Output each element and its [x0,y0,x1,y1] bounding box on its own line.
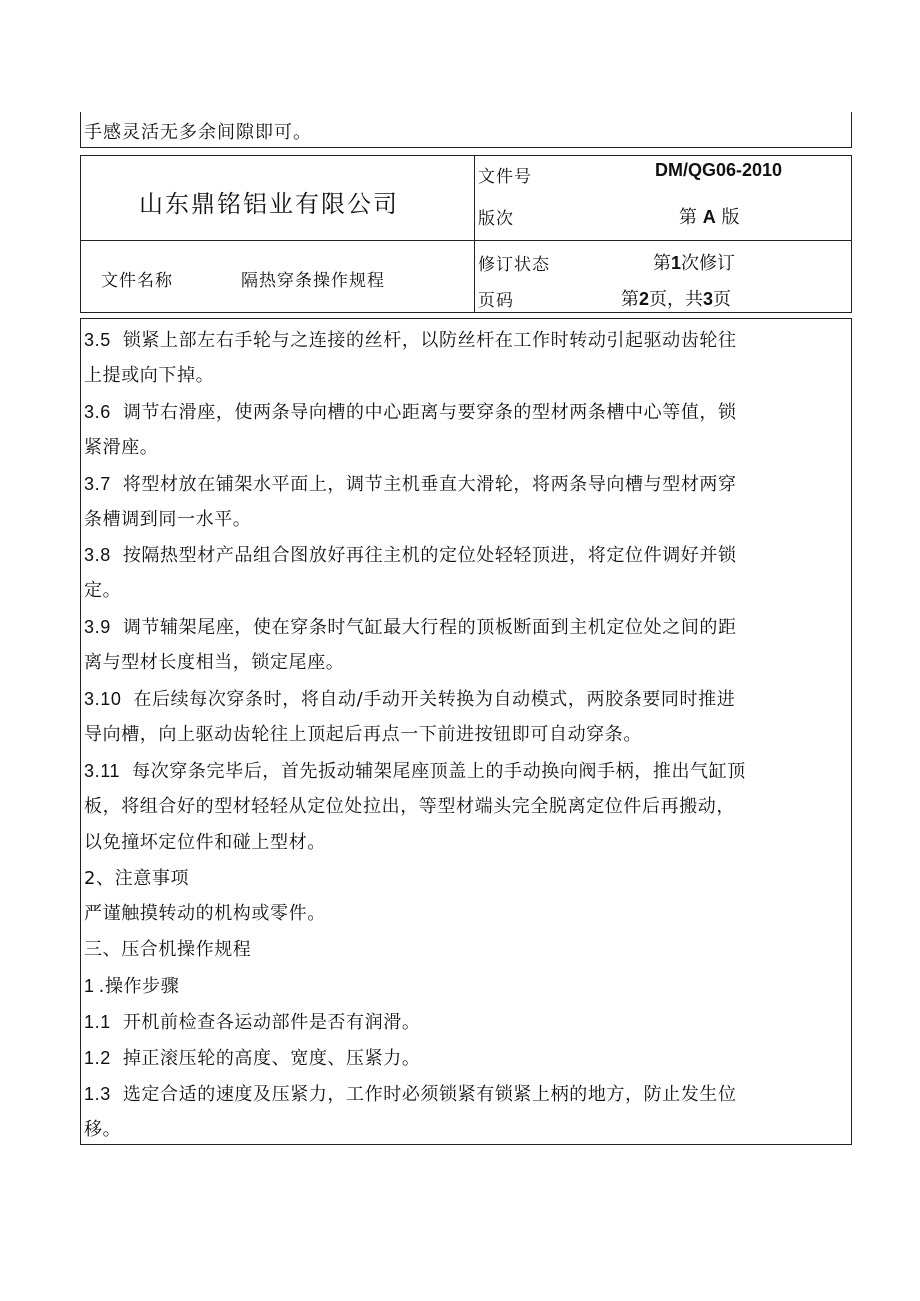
clause-text: .操作步骤 [98,976,180,998]
clause-number: 1.1 [84,1012,111,1033]
clause-text: 每次穿条完毕后，首先扳动辅架尾座顶盖上的手动换向阀手柄，推出气缸顶 [132,760,746,782]
body-line [84,758,852,785]
doc-name-label: 文件名称 [101,271,173,291]
page-suffix: 页 [713,289,732,310]
body-line [84,686,852,713]
document-header-table [80,155,852,313]
clause-number: 3.11 [84,760,121,781]
revision-value [653,249,735,275]
body-line [84,973,852,1000]
doc-no-value: DM/QG06-2010 [655,160,783,180]
version-label: 版次 [478,209,514,229]
body-line [84,578,852,604]
body-line [84,327,852,354]
clause-text: 调节右滑座，使两条导向槽的中心距离与要穿条的型材两条槽中心等值，锁 [122,401,737,423]
clause-number: 3.10 [84,689,122,709]
clause-text: 在后续每次穿条时，将自动/手动开关转换为自动模式，两胶条要同时推进 [133,689,736,710]
body-line [84,901,852,927]
doc-name-value: 隔热穿条操作规程 [241,271,385,291]
revision-number: 1 [671,253,682,273]
clause-number: 3.7 [84,473,111,494]
body-line [84,614,852,641]
body-line [84,1045,852,1072]
clause-number: 3.6 [84,401,111,422]
body-line [84,363,852,389]
clause-text: 调节辅架尾座，使在穿条时气缸最大行程的顶板断面到主机定位处之间的距 [122,617,737,639]
clause-text: 三、压合机操作规程 [84,939,252,961]
body-line [84,1117,852,1143]
body-line [84,722,852,748]
clause-text: 离与型材长度相当，锁定尾座。 [84,652,345,674]
revision-prefix: 第 [653,253,671,274]
clause-text: 上提或向下掉。 [84,364,215,386]
body-line [84,1081,852,1108]
page-label: 页码 [478,291,514,311]
clause-text: 定。 [84,580,122,602]
clause-text: 紧滑座。 [84,436,159,458]
body-line [84,794,852,820]
document-body [80,318,852,1145]
page-prefix: 第 [621,289,639,310]
company-name: 山东鼎铭铝业有限公司 [139,190,399,218]
body-line [84,542,852,569]
header-divider-vertical [474,156,475,312]
clause-text: 以免撞坏定位件和碰上型材。 [84,831,326,853]
clause-number: 3.5 [84,330,111,350]
page-mid: 页，共 [649,289,704,310]
body-line [84,830,852,856]
body-line [84,507,852,533]
revision-suffix: 次修订 [681,253,736,274]
version-value [679,203,739,229]
clause-text: 导向槽，向上驱动齿轮往上顶起后再点一下前进按钮即可自动穿条。 [84,723,642,745]
fragment-text: 手感灵活无多余间隙即可。 [84,122,312,143]
header-divider-horizontal [81,240,851,241]
clause-text: 掉正滚压轮的高度、宽度、压紧力。 [122,1048,421,1069]
clause-text: 开机前检查各运动部件是否有润滑。 [122,1012,421,1034]
clause-number: 1.3 [84,1083,111,1104]
body-line [84,937,852,963]
clause-text: 板，将组合好的型材轻轻从定位处拉出，等型材端头完全脱离定位件后再搬动， [84,795,735,817]
version-prefix: 第 [679,207,697,228]
version-letter: A [702,207,716,227]
clause-text: 条槽调到同一水平。 [84,508,252,530]
page-total: 3 [703,289,714,309]
body-line [84,399,852,426]
page-value [621,285,731,311]
doc-no-label: 文件号 [478,167,532,187]
clause-text: 按隔热型材产品组合图放好再往主机的定位处轻轻顶进，将定位件调好并锁 [122,545,737,567]
version-suffix: 版 [721,207,740,228]
body-line [84,471,852,498]
clause-text: 严谨触摸转动的机构或零件。 [84,903,326,925]
body-line [84,650,852,676]
body-line [84,435,852,461]
clause-number: 1.2 [84,1048,111,1068]
clause-number: 3.8 [84,545,111,566]
page-number: 2 [639,289,650,309]
previous-page-fragment [80,112,852,148]
clause-text: 锁紧上部左右手轮与之连接的丝杆，以防丝杆在工作时转动引起驱动齿轮往 [122,330,737,351]
body-line [84,1009,852,1036]
clause-text: 将型材放在铺架水平面上，调节主机垂直大滑轮，将两条导向槽与型材两穿 [122,473,737,495]
clause-text: 选定合适的速度及压紧力，工作时必须锁紧有锁紧上柄的地方，防止发生位 [122,1083,737,1105]
clause-number: 3.9 [84,617,111,638]
body-line [84,866,852,892]
clause-text: 移。 [84,1118,122,1140]
clause-text: 2、注意事项 [84,867,190,889]
revision-label: 修订状态 [478,255,550,275]
clause-number: 1 [84,976,95,997]
